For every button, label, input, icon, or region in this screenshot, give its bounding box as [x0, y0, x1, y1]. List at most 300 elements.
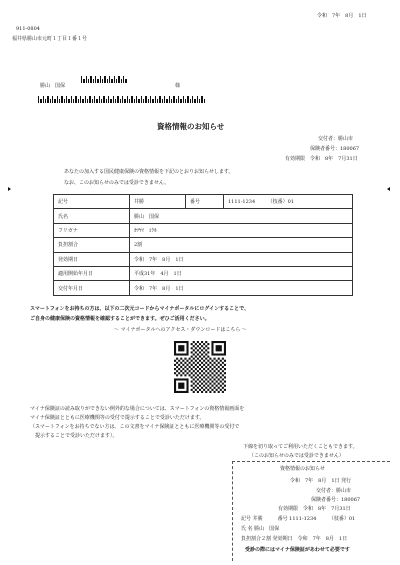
qr-module: [222, 366, 224, 368]
barcode-bar: [125, 79, 127, 83]
barcode-bar: [197, 96, 198, 103]
barcode-bar: [185, 99, 186, 103]
barcode-bar: [85, 96, 86, 103]
barcode-bar: [113, 96, 114, 103]
qr-module: [191, 343, 193, 345]
qr-module: [176, 366, 178, 368]
qr-module: [209, 378, 211, 380]
qr-module: [205, 387, 207, 389]
qr-module: [209, 358, 211, 360]
qr-module: [195, 343, 197, 345]
qr-module: [193, 345, 195, 347]
barcode-bar: [64, 99, 65, 103]
qr-module: [222, 391, 224, 393]
barcode-bar: [121, 79, 122, 83]
qr-module: [224, 368, 226, 370]
qr-module: [216, 381, 218, 383]
qr-module: [199, 368, 201, 370]
qr-module: [180, 374, 182, 376]
qr-module: [224, 389, 226, 391]
qr-module: [209, 370, 211, 372]
row-label: 記号: [54, 195, 130, 209]
barcode-bar: [117, 96, 119, 103]
qr-module: [180, 366, 182, 368]
qr-module: [211, 381, 213, 383]
qr-module: [199, 343, 201, 345]
barcode-bar: [52, 96, 53, 103]
qr-module: [176, 370, 178, 372]
qr-module: [222, 370, 224, 372]
qr-module: [193, 391, 195, 393]
barcode-bar: [104, 76, 106, 83]
qr-module: [201, 387, 203, 389]
qr-module: [201, 374, 203, 376]
qr-module: [180, 358, 182, 360]
intro-line-2: なお、このお知らせのみでは受診できません。: [64, 180, 170, 186]
qr-module: [176, 362, 178, 364]
row-value: 勝山 国保: [130, 209, 353, 223]
qr-module: [203, 385, 205, 387]
barcode-bar: [157, 99, 158, 103]
qr-module: [211, 376, 213, 378]
barcode-bar: [107, 79, 108, 83]
qr-module: [195, 356, 197, 358]
qr-module: [209, 383, 211, 385]
qr-module: [203, 356, 205, 358]
qr-module: [203, 376, 205, 378]
qr-module: [207, 364, 209, 366]
qr-module: [199, 381, 201, 383]
qr-module: [218, 358, 220, 360]
barcode-bar: [127, 96, 128, 103]
smartphone-line-2: ご自身の健康保険の資格情報を確認することができます。ぜひご活用ください。: [30, 316, 210, 322]
barcode-bar: [97, 79, 99, 83]
qr-module: [195, 385, 197, 387]
barcode-bar: [82, 99, 84, 103]
qr-module: [218, 391, 220, 393]
barcode-bar: [66, 96, 67, 103]
cut-line-horizontal: [232, 461, 390, 462]
qr-module: [205, 374, 207, 376]
stub-issue-date: 令和 7年 8月 1日 発行: [290, 478, 352, 484]
table-row: [54, 209, 353, 223]
row-label: 負担割合: [54, 238, 130, 252]
qr-module: [214, 370, 216, 372]
qr-module: [222, 387, 224, 389]
fallback-line-1: マイナ保険証の読み取りができない例外的な場合については、スマートフォンの資格情報画面を: [30, 406, 245, 412]
qr-module: [197, 341, 199, 343]
qr-module: [197, 378, 199, 380]
stub-insurer-number: 保険者番号：180067: [311, 497, 361, 503]
row-label: 交付年月日: [54, 281, 130, 295]
qr-module: [211, 364, 213, 366]
barcode-bar: [57, 96, 58, 103]
barcode-bar: [169, 96, 170, 103]
qr-code[interactable]: [174, 341, 226, 393]
row-value: 令和 7年 8月 1日: [130, 281, 353, 295]
qr-module: [195, 389, 197, 391]
qr-module: [216, 372, 218, 374]
qr-module: [178, 360, 180, 362]
qr-module: [222, 374, 224, 376]
qr-module: [199, 389, 201, 391]
row-sub-value: 1111-1234 （枝番）01: [224, 195, 353, 209]
barcode-bar: [61, 96, 63, 103]
qr-module: [201, 383, 203, 385]
qr-module: [205, 341, 207, 343]
qr-module: [220, 389, 222, 391]
qr-module: [222, 358, 224, 360]
qr-module: [216, 360, 218, 362]
qr-module: [191, 356, 193, 358]
barcode-bar: [148, 99, 149, 103]
address-barcode: [38, 96, 206, 103]
barcode-bar: [40, 99, 42, 103]
qr-module: [214, 391, 216, 393]
barcode-bar: [110, 99, 112, 103]
qr-module: [180, 362, 182, 364]
qr-module: [207, 343, 209, 345]
qr-module: [178, 372, 180, 374]
qr-module: [197, 391, 199, 393]
barcode-bar: [178, 96, 179, 103]
qr-module: [197, 358, 199, 360]
qr-module: [220, 364, 222, 366]
qr-module: [178, 368, 180, 370]
barcode-bar: [78, 99, 79, 103]
row-value: ｶﾂﾔﾏ ｺｸﾎ: [130, 223, 353, 237]
fallback-line-3: （スマートフォンをお持ちでない方は、この文書をマイナ保険証とともに医療機関等の受付で: [30, 424, 240, 430]
qr-module: [218, 387, 220, 389]
row-value: 井勝: [130, 195, 186, 209]
barcode-bar: [71, 96, 72, 103]
qr-module: [205, 349, 207, 351]
qr-module: [197, 362, 199, 364]
qr-module: [193, 370, 195, 372]
qr-module: [178, 383, 184, 389]
qr-module: [182, 372, 184, 374]
qr-module: [207, 347, 209, 349]
barcode-bar: [93, 79, 94, 83]
qr-module: [203, 360, 205, 362]
right-arrow-icon: [387, 187, 390, 191]
barcode-bar: [115, 99, 116, 103]
qr-module: [205, 345, 207, 347]
qr-module: [191, 364, 193, 366]
qr-module: [216, 376, 218, 378]
qr-module: [195, 368, 197, 370]
qr-module: [197, 366, 199, 368]
barcode-bar: [87, 99, 88, 103]
qr-module: [191, 372, 193, 374]
qr-module: [214, 378, 216, 380]
barcode-bar: [116, 79, 117, 83]
table-row: [54, 281, 353, 295]
qr-module: [201, 349, 203, 351]
barcode-bar: [164, 96, 165, 103]
barcode-bar: [50, 99, 51, 103]
barcode-bar: [101, 99, 102, 103]
barcode-bar: [47, 96, 49, 103]
qr-module: [203, 389, 205, 391]
qr-module: [197, 349, 199, 351]
notice-title: 資格情報のお知らせ: [157, 122, 225, 131]
qr-module: [193, 353, 195, 355]
barcode-bar: [138, 99, 140, 103]
insurer-number: 保険者番号：180067: [310, 146, 360, 152]
qr-module: [220, 376, 222, 378]
barcode-bar: [204, 99, 205, 103]
qr-module: [184, 374, 186, 376]
qr-caption: ～ マイナポータルへのアクセス・ダウンロードはこちら ～: [114, 327, 247, 333]
qr-module: [209, 387, 211, 389]
stub-code-row: 記号 井勝 番号 1111-1234 （枝番）01: [241, 516, 356, 522]
row-label: 発効期日: [54, 252, 130, 266]
qr-module: [214, 358, 216, 360]
barcode-bar: [38, 96, 39, 103]
qr-module: [191, 347, 193, 349]
smartphone-line-1: スマートフォンをお持ちの方は、以下の二次元コードからマイナポータルにログインすることで、: [30, 306, 250, 312]
qr-module: [199, 364, 201, 366]
qr-module: [220, 381, 222, 383]
qr-module: [182, 360, 184, 362]
qr-module: [174, 372, 176, 374]
qr-module: [216, 345, 222, 351]
qr-module: [199, 385, 201, 387]
barcode-bar: [122, 96, 123, 103]
qr-module: [220, 360, 222, 362]
qr-module: [201, 391, 203, 393]
address: 福井県勝山市元町１丁目１番１号: [12, 36, 88, 42]
barcode-bar: [152, 99, 154, 103]
qr-module: [193, 378, 195, 380]
qr-module: [205, 378, 207, 380]
qr-module: [197, 353, 199, 355]
barcode-bar: [111, 79, 113, 83]
barcode-bar: [68, 99, 70, 103]
qr-module: [201, 370, 203, 372]
barcode-bar: [162, 99, 163, 103]
qr-module: [199, 372, 201, 374]
qr-module: [203, 381, 205, 383]
issuer: 交付者：勝山市: [318, 136, 354, 142]
qr-module: [193, 387, 195, 389]
qr-module: [222, 378, 224, 380]
qr-module: [199, 351, 201, 353]
barcode-bar: [136, 96, 137, 103]
qr-module: [191, 376, 193, 378]
qr-module: [193, 362, 195, 364]
barcode-bar: [145, 96, 147, 103]
barcode-bar: [54, 99, 56, 103]
table-row: [54, 238, 353, 252]
barcode-bar: [124, 99, 126, 103]
qr-module: [216, 389, 218, 391]
qr-module: [209, 366, 211, 368]
qr-module: [203, 372, 205, 374]
qr-module: [189, 374, 191, 376]
qr-module: [189, 362, 191, 364]
qr-module: [191, 381, 193, 383]
qr-module: [191, 389, 193, 391]
barcode-bar: [173, 96, 175, 103]
qr-module: [205, 383, 207, 385]
qr-module: [207, 360, 209, 362]
barcode-bar: [92, 99, 93, 103]
qr-module: [224, 376, 226, 378]
barcode-bar: [129, 99, 130, 103]
qr-module: [218, 383, 220, 385]
qr-module: [209, 362, 211, 364]
barcode-bar: [194, 99, 196, 103]
barcode-bar: [190, 99, 191, 103]
cut-note-1: 下線を切り取ってご利用いただくこともできます。: [243, 444, 358, 450]
qr-module: [184, 370, 186, 372]
qr-module: [184, 362, 186, 364]
barcode-bar: [192, 96, 193, 103]
qr-module: [184, 358, 186, 360]
postal-code: 911-0804: [16, 26, 40, 32]
qr-module: [191, 351, 193, 353]
qr-module: [201, 345, 203, 347]
barcode-bar: [114, 76, 115, 83]
qr-module: [211, 372, 213, 374]
barcode-bar: [45, 99, 46, 103]
qr-module: [199, 360, 201, 362]
barcode-bar: [123, 76, 124, 83]
qr-module: [195, 347, 197, 349]
qr-module: [191, 368, 193, 370]
barcode-bar: [102, 79, 103, 83]
qr-module: [193, 349, 195, 351]
barcode-bar: [94, 96, 95, 103]
qr-module: [224, 381, 226, 383]
qr-module: [214, 374, 216, 376]
barcode-bar: [109, 76, 110, 83]
barcode-bar: [155, 96, 156, 103]
qr-module: [205, 370, 207, 372]
barcode-bar: [143, 99, 144, 103]
qr-module: [176, 374, 178, 376]
qr-module: [205, 366, 207, 368]
qr-module: [174, 368, 176, 370]
postal-barcode: [81, 76, 128, 83]
qr-module: [178, 364, 180, 366]
qr-module: [218, 366, 220, 368]
barcode-bar: [199, 99, 200, 103]
qr-module: [211, 360, 213, 362]
qr-module: [207, 351, 209, 353]
qr-module: [207, 368, 209, 370]
qr-module: [193, 383, 195, 385]
qr-module: [207, 356, 209, 358]
qr-module: [193, 341, 195, 343]
qr-module: [214, 387, 216, 389]
qr-module: [216, 385, 218, 387]
qr-module: [201, 362, 203, 364]
qr-module: [197, 383, 199, 385]
cut-note-2: （このお知らせのみでは受診できません）: [249, 453, 344, 459]
barcode-bar: [75, 96, 77, 103]
row-label: 氏名: [54, 209, 130, 223]
barcode-bar: [106, 99, 107, 103]
barcode-bar: [100, 76, 101, 83]
qr-module: [186, 368, 188, 370]
row-sub-label: 番号: [186, 195, 224, 209]
qr-module: [203, 368, 205, 370]
qr-module: [174, 364, 176, 366]
qr-module: [203, 347, 205, 349]
qr-module: [220, 368, 222, 370]
qr-module: [218, 370, 220, 372]
qr-module: [199, 376, 201, 378]
validity: 有効期限 令和 8年 7月31日: [285, 156, 358, 162]
qr-module: [180, 370, 182, 372]
qr-module: [182, 364, 184, 366]
qr-module: [203, 343, 205, 345]
qr-module: [224, 360, 226, 362]
stub-issuer: 交付者：勝山市: [316, 488, 352, 494]
table-row: [54, 266, 353, 280]
qr-module: [211, 368, 213, 370]
qr-module: [207, 381, 209, 383]
qr-module: [178, 345, 184, 351]
qr-module: [211, 385, 213, 387]
qr-module: [209, 391, 211, 393]
qr-module: [191, 360, 193, 362]
qr-module: [197, 387, 199, 389]
qr-module: [186, 364, 188, 366]
qr-module: [193, 358, 195, 360]
qr-module: [224, 372, 226, 374]
qr-module: [216, 368, 218, 370]
barcode-bar: [134, 99, 135, 103]
qr-module: [205, 353, 207, 355]
table-row: [54, 223, 353, 237]
qr-module: [182, 368, 184, 370]
qualification-table: [53, 194, 353, 296]
qr-module: [216, 364, 218, 366]
qr-module: [207, 372, 209, 374]
barcode-bar: [180, 99, 182, 103]
row-label: フリガナ: [54, 223, 130, 237]
qr-module: [195, 364, 197, 366]
barcode-bar: [201, 96, 203, 103]
qr-module: [193, 366, 195, 368]
qr-module: [218, 362, 220, 364]
barcode-bar: [159, 96, 161, 103]
qr-module: [193, 374, 195, 376]
stub-title: 資格情報のお知らせ: [280, 466, 325, 472]
barcode-bar: [176, 99, 177, 103]
fallback-line-4: 提示することで受診いただけます）。: [30, 433, 118, 439]
qr-module: [211, 389, 213, 391]
qr-module: [186, 360, 188, 362]
qr-module: [195, 351, 197, 353]
qr-module: [218, 378, 220, 380]
barcode-bar: [150, 96, 151, 103]
qr-module: [197, 374, 199, 376]
qr-module: [214, 366, 216, 368]
intro-line-1: あなたの加入する国民健康保険の資格情報を下記のとおりお知らせします。: [64, 169, 234, 175]
barcode-bar: [43, 96, 44, 103]
qr-module: [214, 383, 216, 385]
honorific: 様: [175, 83, 181, 89]
qr-module: [191, 385, 193, 387]
qr-module: [201, 378, 203, 380]
barcode-bar: [90, 76, 92, 83]
qr-module: [189, 366, 191, 368]
